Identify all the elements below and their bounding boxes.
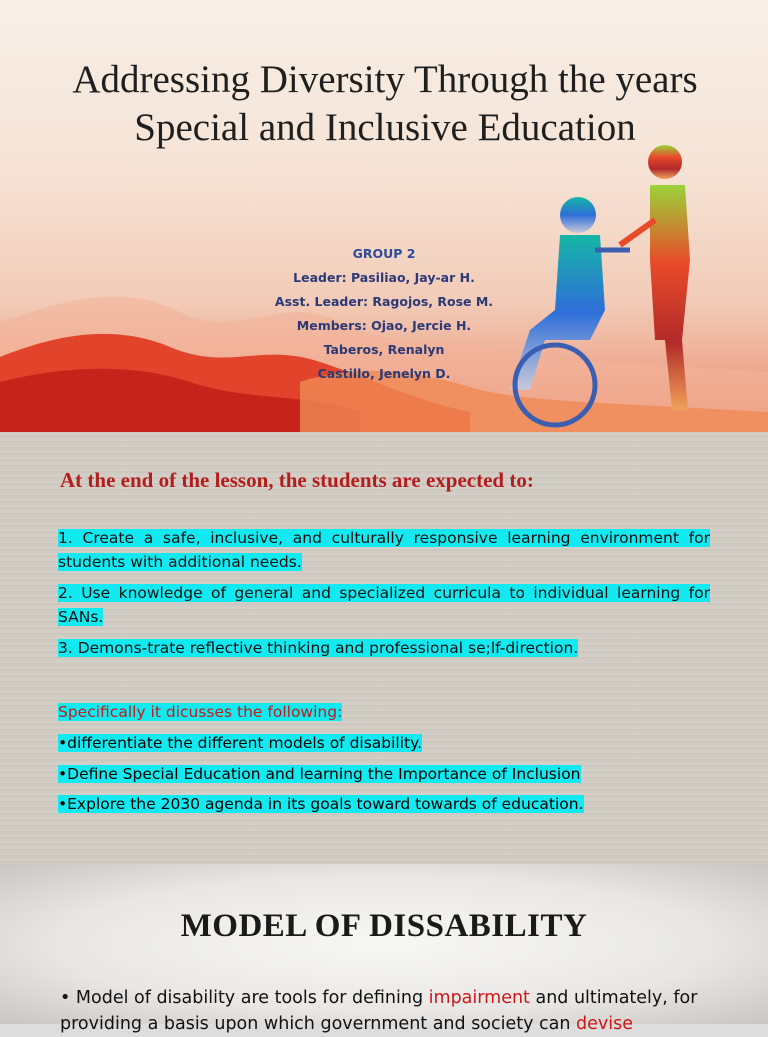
highlight-devise: devise (576, 1014, 634, 1034)
specific-item: •Explore the 2030 agenda in its goals toward towards of education. (58, 795, 584, 813)
member-line: Taberos, Renalyn (323, 342, 445, 357)
objective-item: 3. Demons-trate reflective thinking and professional se;lf-direction. (58, 639, 579, 657)
model-heading: MODEL OF DISSABILITY (180, 908, 588, 944)
members-line: Members: Ojao, Jercie H. (296, 318, 472, 333)
specific-item: •differentiate the different models of disability. (58, 734, 423, 752)
objective-item: 1. Create a safe, inclusive, and culturally responsive learning environment for students with additional needs. (58, 529, 710, 571)
leader-line: Leader: Pasiliao, Jay-ar H. (293, 270, 475, 285)
model-bullet-text: • Model of disability are tools for defining impairment and ultimately, for providing a basis upon which government and society can devise (60, 988, 698, 1034)
group-label: GROUP 2 (352, 246, 416, 261)
bullet-mark: • (60, 988, 71, 1008)
objectives-heading: At the end of the lesson, the students are expected to: (60, 468, 534, 492)
highlight-impairment: impairment (428, 988, 530, 1008)
slide-title: Addressing Diversity Through the years Special and Inclusive Education (72, 58, 698, 149)
title-slide (0, 0, 768, 432)
group-info (234, 242, 534, 386)
asst-leader-line: Asst. Leader: Ragojos, Rose M. (274, 294, 494, 309)
objective-item: 2. Use knowledge of general and specialized curricula to individual learning for SANs. (58, 584, 710, 626)
member-line: Castillo, Jenelyn D. (317, 366, 451, 381)
specific-title: Specifically it dicusses the following: (58, 703, 343, 721)
specific-item: •Define Special Education and learning the Importance of Inclusion (58, 765, 581, 783)
